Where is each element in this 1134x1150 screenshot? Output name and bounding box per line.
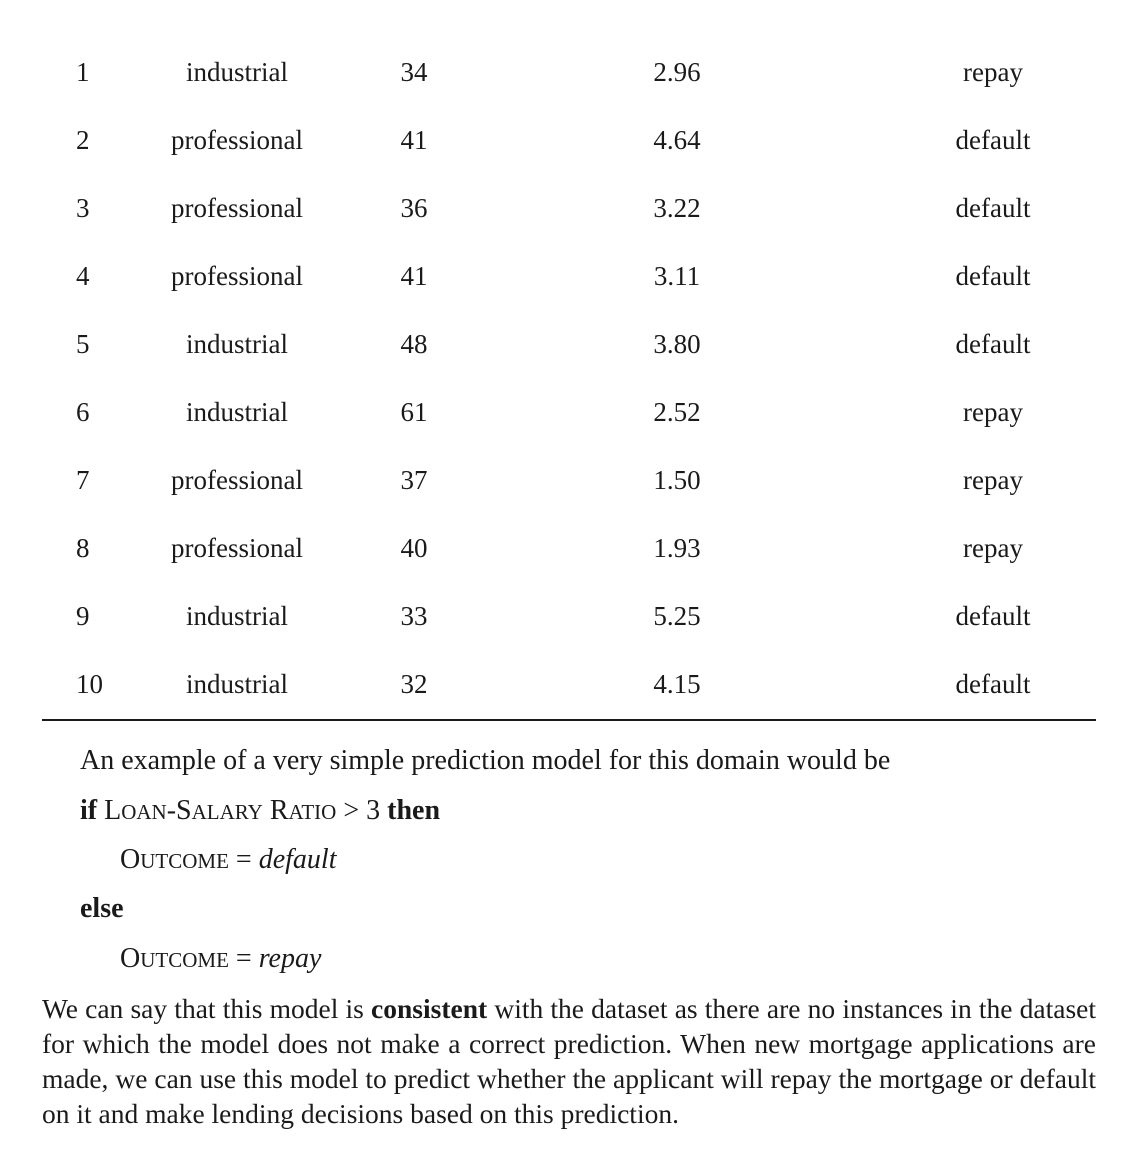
cell-outcome: repay [963,465,1023,495]
cell-occupation: professional [171,533,303,563]
model-else-line [80,892,124,926]
cell-outcome: repay [963,397,1023,427]
cell-loan-salary-ratio: 3.11 [653,261,701,291]
cell-loan-salary-ratio: 2.96 [653,57,701,87]
intro-sentence: An example of a very simple prediction model for this domain would be [80,745,891,776]
cell-age: 34 [400,57,428,87]
cell-age: 61 [400,397,428,427]
cell-occupation: industrial [186,669,288,699]
table-row: 5 industrial 48 3.80 default [42,310,1096,378]
table-row: 9 industrial 33 5.25 default [42,582,1096,650]
cell-loan-salary-ratio: 4.64 [653,125,701,155]
table-row: 1 industrial 34 2.96 repay [42,38,1096,106]
cell-loan-salary-ratio: 3.80 [653,329,701,359]
keyword-else: else [80,893,124,924]
feature-name: LOAN-SALARY RATIO [104,795,337,826]
table-row: 3 professional 36 3.22 default [42,174,1096,242]
cell-outcome: default [955,193,1031,223]
cell-outcome: default [955,261,1031,291]
data-table [42,38,1096,718]
target-name: OUTCOME [120,844,229,875]
cell-occupation: industrial [186,329,288,359]
cell-age: 37 [400,465,428,495]
cell-outcome: default [955,601,1031,631]
cell-occupation: industrial [186,57,288,87]
table-row: 7 professional 37 1.50 repay [42,446,1096,514]
cell-age: 41 [400,261,428,291]
table-row: 2 professional 41 4.64 default [42,106,1096,174]
cell-outcome: default [955,669,1031,699]
cell-loan-salary-ratio: 4.15 [653,669,701,699]
table-bottom-rule [42,719,1096,721]
cell-outcome: repay [963,57,1023,87]
cell-occupation: industrial [186,601,288,631]
table-row: 6 industrial 61 2.52 repay [42,378,1096,446]
cell-loan-salary-ratio: 2.52 [653,397,701,427]
cell-outcome: default [955,329,1031,359]
cell-age: 36 [400,193,428,223]
keyword-if: if [80,795,98,826]
cell-outcome: default [955,125,1031,155]
table-row: 8 professional 40 1.93 repay [42,514,1096,582]
cell-outcome: repay [963,533,1023,563]
cell-age: 48 [400,329,428,359]
cell-loan-salary-ratio: 1.50 [653,465,701,495]
else-value: repay [258,943,322,974]
model-if-line [80,794,440,829]
condition: > 3 [343,795,381,826]
cell-occupation: professional [171,465,303,495]
cell-age: 33 [400,601,428,631]
cell-occupation: professional [171,261,303,291]
cell-occupation: industrial [186,397,288,427]
body-paragraph: We can say that this model is consistent with the dataset as there are no instances in the dataset for which the model does not make a correct prediction. When new mortgage applications are made, we can use this model to predict whether the applicant will repay the mortgage or default on it and make lending decisions based on this prediction. [42,993,1096,1129]
keyword-then: then [387,795,441,826]
cell-loan-salary-ratio: 5.25 [653,601,701,631]
then-value: default [258,844,337,875]
bold-term-consistent: consistent [371,993,488,1024]
target-name: OUTCOME [120,943,229,974]
cell-loan-salary-ratio: 1.93 [653,533,701,563]
equals-sign: = [235,943,252,974]
equals-sign: = [235,844,252,875]
cell-loan-salary-ratio: 3.22 [653,193,701,223]
cell-age: 40 [400,533,428,563]
cell-age: 32 [400,669,428,699]
table-row: 10 industrial 32 4.15 default [42,650,1096,718]
model-else-assignment [120,942,321,977]
model-then-assignment [120,843,336,878]
cell-age: 41 [400,125,428,155]
cell-occupation: professional [171,193,303,223]
table-row: 4 professional 41 3.11 default [42,242,1096,310]
cell-occupation: professional [171,125,303,155]
